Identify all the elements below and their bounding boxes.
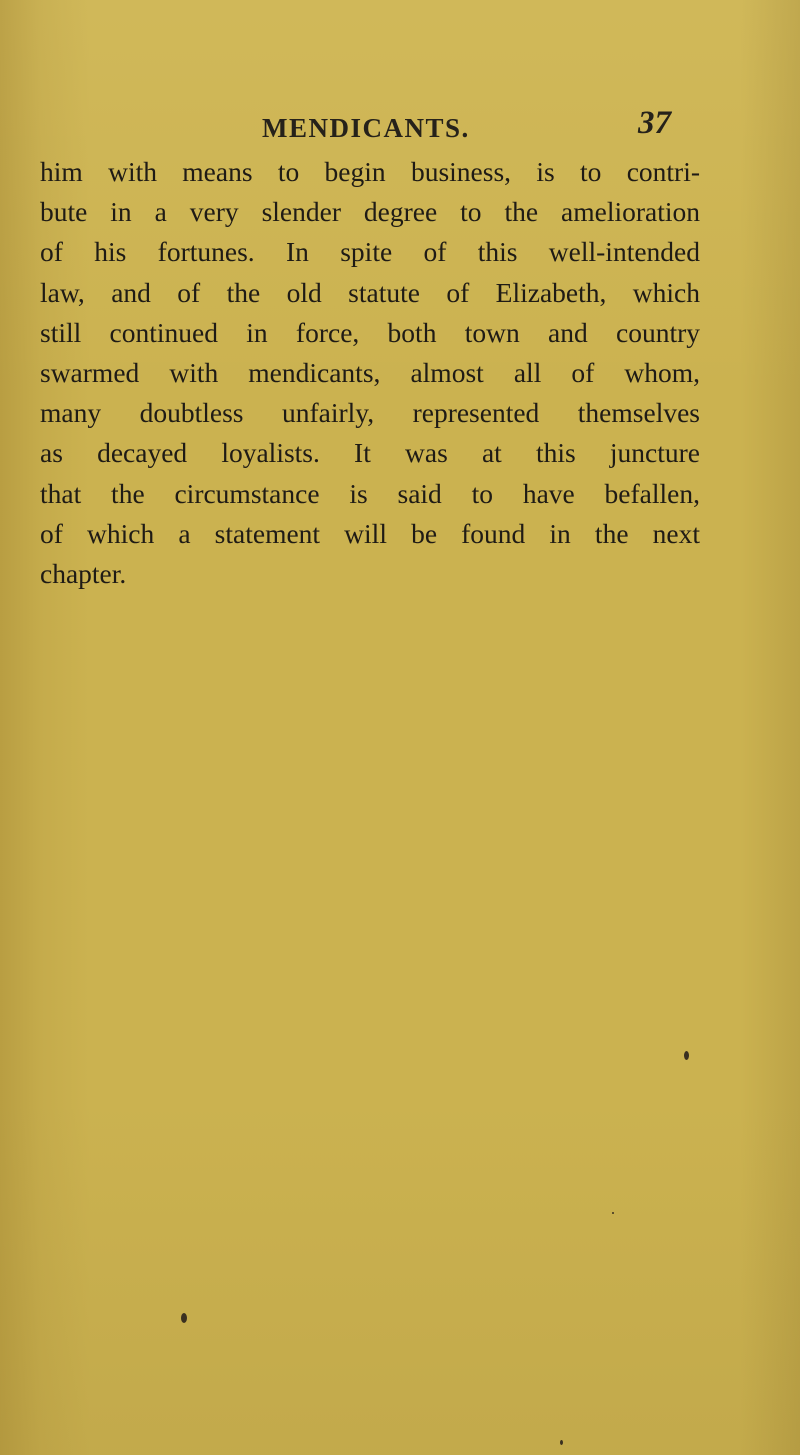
text-line: swarmed with mendicants, almost all of whom, [40,357,700,389]
paper-speck [181,1313,187,1323]
body-paragraph [40,152,700,594]
text-line: many doubtless unfairly, represented themselves [40,397,700,429]
paper-speck [684,1051,689,1060]
text-line: as decayed loyalists. It was at this juncture [40,437,700,469]
text-line: of which a statement will be found in the next [40,517,700,549]
text-line: of his fortunes. In spite of this well-intended [40,236,700,268]
page-header [0,105,800,153]
text-line: chapter. [40,558,127,590]
paper-speck [612,1212,614,1214]
paper-speck [560,1440,563,1445]
text-line: that the circumstance is said to have befallen, [40,477,700,509]
text-line: bute in a very slender degree to the amelioration [40,196,700,228]
running-head: MENDICANTS. [262,113,470,143]
page-number: 37 [638,105,671,141]
text-line: him with means to begin business, is to contri- [40,156,700,187]
text-line: still continued in force, both town and country [40,316,700,348]
text-line: law, and of the old statute of Elizabeth, which [40,276,700,308]
